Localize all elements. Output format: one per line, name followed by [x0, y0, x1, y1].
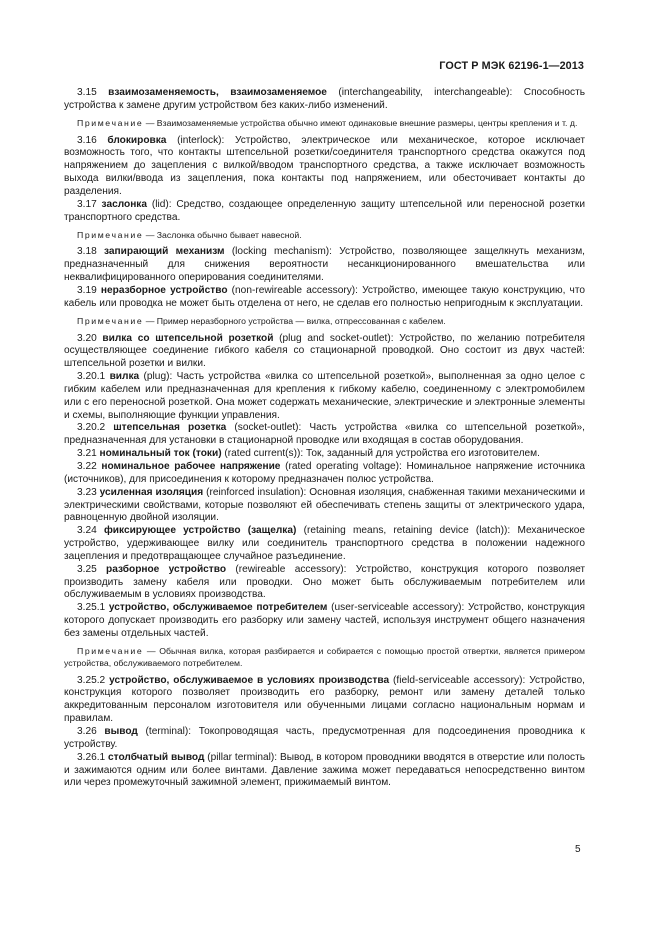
- clause-3-20-2: [64, 422, 585, 448]
- clause-text: (retaining means, retaining device (latch)): Механическое устройство, удерживающее вилку или соединитель транспортного средства в положении надежного зацепления и предотвращающее случайное разъединение.: [64, 525, 586, 562]
- clause-term: заслонка: [101, 198, 148, 210]
- clause-text: (reinforced insulation): Основная изоляция, снабженная такими механическими и электрическими свойствами, которые позволяют ей обеспечивать степень защиты от электрического удара, равноценную двойной изоляции.: [64, 486, 585, 524]
- clause-text: (rated current(s)): Ток, заданный для устройства его изготовителем.: [221, 448, 540, 460]
- clause-term: взаимозаменяемость, взаимозаменяемое: [108, 87, 327, 98]
- clause-number: 3.21: [77, 448, 97, 460]
- clause-3-26: [64, 726, 585, 752]
- clause-3-20: [64, 333, 585, 372]
- clause-number: 3.26: [77, 725, 97, 737]
- note-label: Примечание: [77, 229, 144, 240]
- note: [64, 316, 585, 328]
- clause-term: разборное устройство: [106, 563, 227, 575]
- clause-3-16: [64, 135, 585, 199]
- clause-3-20-1: [64, 371, 585, 422]
- clause-number: 3.23: [77, 486, 97, 498]
- clause-text: (pillar terminal): Вывод, в котором проводники вводятся в отверстие или полость и зажимаются одним или более винтами. Давление зажима может передаваться непосредственно винтом или через промежуточный зажимной элемент, прижимаемый винтом.: [64, 751, 586, 789]
- clause-number: 3.25.1: [77, 602, 106, 614]
- clause-term: фиксирующее устройство (защелка): [103, 525, 297, 537]
- clause-term: вилка со штепсельной розеткой: [102, 332, 274, 344]
- note-text: — Взаимозаменяемые устройства обычно имеют одинаковые внешние размеры, центры крепления и т. д.: [143, 117, 578, 128]
- clause-term: усиленная изоляция: [99, 486, 204, 498]
- clause-3-18: [64, 246, 585, 285]
- clause-number: 3.20: [77, 332, 97, 344]
- note-text: — Обычная вилка, которая разбирается и собирается с помощью простой отвертки, является примером устройства, обслуживаемого потребителем.: [64, 645, 585, 668]
- clause-3-26-1: [64, 752, 585, 791]
- clause-number: 3.24: [77, 525, 97, 537]
- note-label: Примечание: [77, 645, 144, 656]
- clause-number: 3.26.1: [77, 751, 106, 763]
- clause-text: (interchangeability, interchangeable): Способность устройства к замене другим устройством без каких-либо изменений.: [64, 87, 585, 111]
- clause-number: 3.25.2: [77, 674, 106, 686]
- clause-text: (interlock): Устройство, электрическое или механическое, которое исключает возможность того, что контакты штепсельной розетки/соединителя транспортного средства окажутся под напряжением до зацепления с вилкой/вводом транспортного средства, а также исключает возможность выхода вилки/ввода из зацепления, пока контакты под напряжением, или обесточивает контакты до разделения.: [64, 134, 585, 197]
- clause-3-22: [64, 461, 585, 487]
- clause-number: 3.20.2: [77, 422, 106, 434]
- clause-text: (locking mechanism): Устройство, позволяющее защелкнуть механизм, предназначенный для снижения вероятности несанкционированного вмешательства или неквалифицированного оперирования соединителями.: [64, 246, 585, 284]
- clause-text: (rewireable accessory): Устройство, конструкция которого позволяет производить замену кабеля или проводки. Оно может быть обслуживаемым потребителем или обслуживаемым в условиях производства.: [64, 563, 585, 601]
- clause-number: 3.15: [77, 87, 97, 98]
- clause-term: вывод: [104, 725, 138, 737]
- clause-term: неразборное устройство: [100, 284, 228, 296]
- standard-header: ГОСТ Р МЭК 62196-1—2013: [439, 60, 584, 72]
- clause-text: (non-rewireable accessory): Устройство, имеющее такую конструкцию, что кабель или проводка не может быть отделена от него, не сделав его полностью непригодным к эксплуатации.: [64, 284, 585, 309]
- clause-term: устройство, обслуживаемое потребителем: [108, 602, 328, 614]
- page-number: 5: [575, 844, 581, 855]
- clause-number: 3.17: [77, 198, 97, 210]
- clause-3-25-1: [64, 602, 585, 641]
- note: [64, 646, 585, 670]
- note-label: Примечание: [77, 117, 144, 128]
- clause-term: столбчатый вывод: [108, 751, 205, 763]
- clause-3-23: [64, 487, 585, 526]
- clause-3-17: [64, 199, 585, 225]
- clause-3-19: [64, 285, 585, 311]
- note-text: — Заслонка обычно бывает навесной.: [143, 229, 302, 240]
- clause-text: (plug and socket-outlet): Устройство, по желанию потребителя осуществляющее соединение гибкого кабеля со стационарной проводкой. Оно состоит из двух частей: штепсельной розетки и вилки.: [64, 332, 585, 370]
- clause-number: 3.25: [77, 563, 97, 575]
- clause-text: (user-serviceable accessory): Устройство, конструкция которого допускает производить его разборку или замену частей, используя инструмент общего назначения без замены отдельных частей.: [64, 602, 585, 639]
- clause-text: (plug): Часть устройства «вилка со штепсельной розеткой», выполненная за одно целое с гибким кабелем или предназначенная для крепления к гибкому кабелю, соединенному с электромобилем или с его переносной розеткой. Она может содержать механические, электрические и электронные элементы и схемы, выполняющие функции управления.: [64, 371, 585, 421]
- clause-term: штепсельная розетка: [113, 422, 227, 434]
- clause-number: 3.19: [77, 284, 97, 296]
- clause-text: (rated operating voltage): Номинальное напряжение источника (источников), для присоединения к которому предназначен полюс устройства.: [64, 460, 585, 485]
- clause-3-25: [64, 564, 585, 603]
- clause-term: номинальный ток (токи): [99, 448, 222, 460]
- clause-number: 3.22: [77, 460, 97, 472]
- note-label: Примечание: [77, 315, 144, 326]
- note: [64, 230, 585, 242]
- clause-number: 3.16: [77, 134, 97, 146]
- clause-text: (socket-outlet): Часть устройства «вилка со штепсельной розеткой», предназначенная для установки в стационарной проводке или входящая в состав оборудования.: [64, 422, 585, 447]
- clause-text: (lid): Средство, создающее определенную защиту штепсельной или переносной розетки транспортного средства.: [64, 198, 585, 223]
- document-body: [64, 87, 585, 790]
- clause-term: блокировка: [107, 134, 167, 146]
- clause-text: (field-serviceable accessory): Устройство, конструкция которого позволяет производить его разборку, ремонт или замену деталей только аккредитованным персоналом изготовителя или обученными лицами согласно национальным нормам и правилам.: [64, 674, 585, 725]
- clause-text: (terminal): Токопроводящая часть, предусмотренная для подсоединения проводника к устройству.: [64, 725, 585, 750]
- note: [64, 118, 585, 130]
- note-text: — Пример неразборного устройства — вилка, отпрессованная с кабелем.: [143, 315, 446, 326]
- clause-number: 3.18: [77, 246, 97, 258]
- clause-3-25-2: [64, 675, 585, 726]
- clause-term: запирающий механизм: [104, 246, 225, 258]
- clause-term: устройство, обслуживаемое в условиях производства: [109, 674, 390, 686]
- clause-term: номинальное рабочее напряжение: [101, 460, 281, 472]
- clause-term: вилка: [109, 371, 140, 383]
- clause-3-15: [64, 87, 585, 113]
- clause-3-21: [64, 448, 585, 461]
- clause-3-24: [64, 525, 585, 564]
- clause-number: 3.20.1: [77, 371, 106, 383]
